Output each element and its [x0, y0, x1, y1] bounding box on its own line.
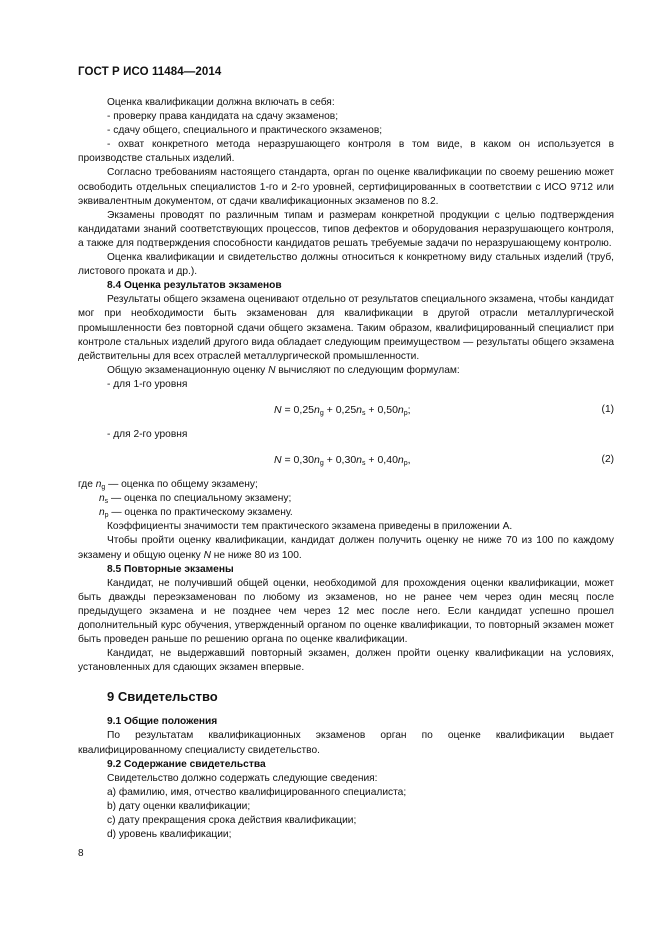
list-item: c) дату прекращения срока действия квалификации;	[107, 815, 357, 827]
paragraph: Экзамены проводят по различным типам и размерам конкретной продукции с целью подтверждения кандидатами знаний соответствующих процессов, типов дефектов и оборудования неразрушающего контроля, а также для подтверждения способности кандидатов решать требуемые задачи по неразрушающему контролю.	[78, 209, 614, 249]
page-number: 8	[78, 848, 84, 859]
paragraph: Свидетельство должно содержать следующие сведения:	[107, 772, 378, 784]
where-line: $n_p$ — оценка по практическому экзамену.	[99, 507, 293, 520]
paragraph: Согласно требованиям настоящего стандарта, орган по оценке квалификации по своему решению может освободить отдельных специалистов 1-го и 2-го уровней, сертифицированных в соответствии с ИСО 9712 или эквивалентным документом, от сдачи квалификационных экзаменов по 8.2.	[78, 167, 614, 207]
paragraph: По результатам квалификационных экзаменов орган по оценке квалификации выдает квалифицированному специалисту свидетельство.	[78, 730, 614, 756]
where-line: $n_s$ — оценка по специальному экзамену;	[99, 493, 292, 506]
paragraph: Чтобы пройти оценку квалификации, кандидат должен получить оценку не ниже 70 из 100 по каждому экзамену и общую оценку N не ниже 80 из 100.	[78, 535, 614, 561]
paragraph: Результаты общего экзамена оценивают отдельно от результатов специального экзамена, чтобы кандидат мог при необходимости быть экзаменован для квалификации в другой отрасли металлургической промышленности без повторной сдачи общего экзамена. Таким образом, квалифицированный специалист при контроле стальных изделий другого вида обладает следующим преимуществом — результаты общего экзамена действительны для всех отраслей металлургической промышленности.	[78, 294, 614, 362]
section-9-1-title: 9.1 Общие положения	[107, 716, 218, 728]
section-9-2-title: 9.2 Содержание свидетельства	[107, 758, 266, 770]
page-content	[78, 96, 614, 842]
level-label: - для 1-го уровня	[107, 378, 188, 390]
list-item: d) уровень квалификации;	[107, 829, 232, 841]
formula-2-number: (2)	[601, 454, 614, 466]
paragraph: Кандидат, не получивший общей оценки, необходимой для прохождения оценки квалификации, может быть дважды переэкзаменован по любому из экзаменов, но не ранее чем через один месяц после предыдущего экзамена и не позднее чем через 12 мес после него. Если кандидат успешно прошел дополнительный курс обучения, утвержденный органом по оценке квалификации, то повторный экзамен может быть проведен раньше по решению органа по оценке квалификации.	[78, 577, 614, 646]
list-item: - сдачу общего, специального и практического экзаменов;	[107, 125, 383, 137]
variable-definitions	[78, 478, 614, 520]
list-item: a) фамилию, имя, отчество квалифицированного специалиста;	[107, 786, 407, 798]
section-8-5-title: 8.5 Повторные экзамены	[107, 563, 234, 575]
paragraph: Кандидат, не выдержавший повторный экзамен, должен пройти оценку квалификации на условиях, установленных для сдающих экзамен впервые.	[78, 648, 614, 674]
paragraph: Коэффициенты значимости тем практического экзамена приведены в приложении А.	[107, 521, 513, 533]
where-line: где $n_g$ — оценка по общему экзамену;	[78, 479, 258, 492]
paragraph: Оценка квалификации должна включать в себя:	[107, 97, 335, 108]
formula-1-number: (1)	[601, 403, 614, 415]
section-8-4-title: 8.4 Оценка результатов экзаменов	[107, 280, 282, 292]
section-9-title: 9 Свидетельство	[107, 689, 218, 705]
list-item: - проверку права кандидата на сдачу экзаменов;	[107, 111, 339, 123]
formula-2	[78, 442, 614, 478]
list-item: - охват конкретного метода неразрушающего контроля в том виде, в каком он используется в производстве стальных изделий.	[78, 139, 614, 165]
formula-1	[78, 392, 614, 428]
paragraph: Оценка квалификации и свидетельство должны относиться к конкретному виду стальных изделий (труб, листового проката и др.).	[78, 252, 614, 278]
formula-1-expression: $N = 0,25n_g + 0,25n_s + 0,50n_p$;	[274, 403, 411, 417]
page-header: ГОСТ Р ИСО 11484—2014	[78, 66, 222, 78]
list-item: b) дату оценки квалификации;	[107, 800, 251, 812]
level-label: - для 2-го уровня	[107, 428, 188, 440]
formula-2-expression: $N = 0,30n_g + 0,30n_s + 0,40n_p$,	[274, 454, 411, 468]
paragraph: Общую экзаменационную оценку N вычисляют по следующим формулам:	[107, 364, 460, 376]
